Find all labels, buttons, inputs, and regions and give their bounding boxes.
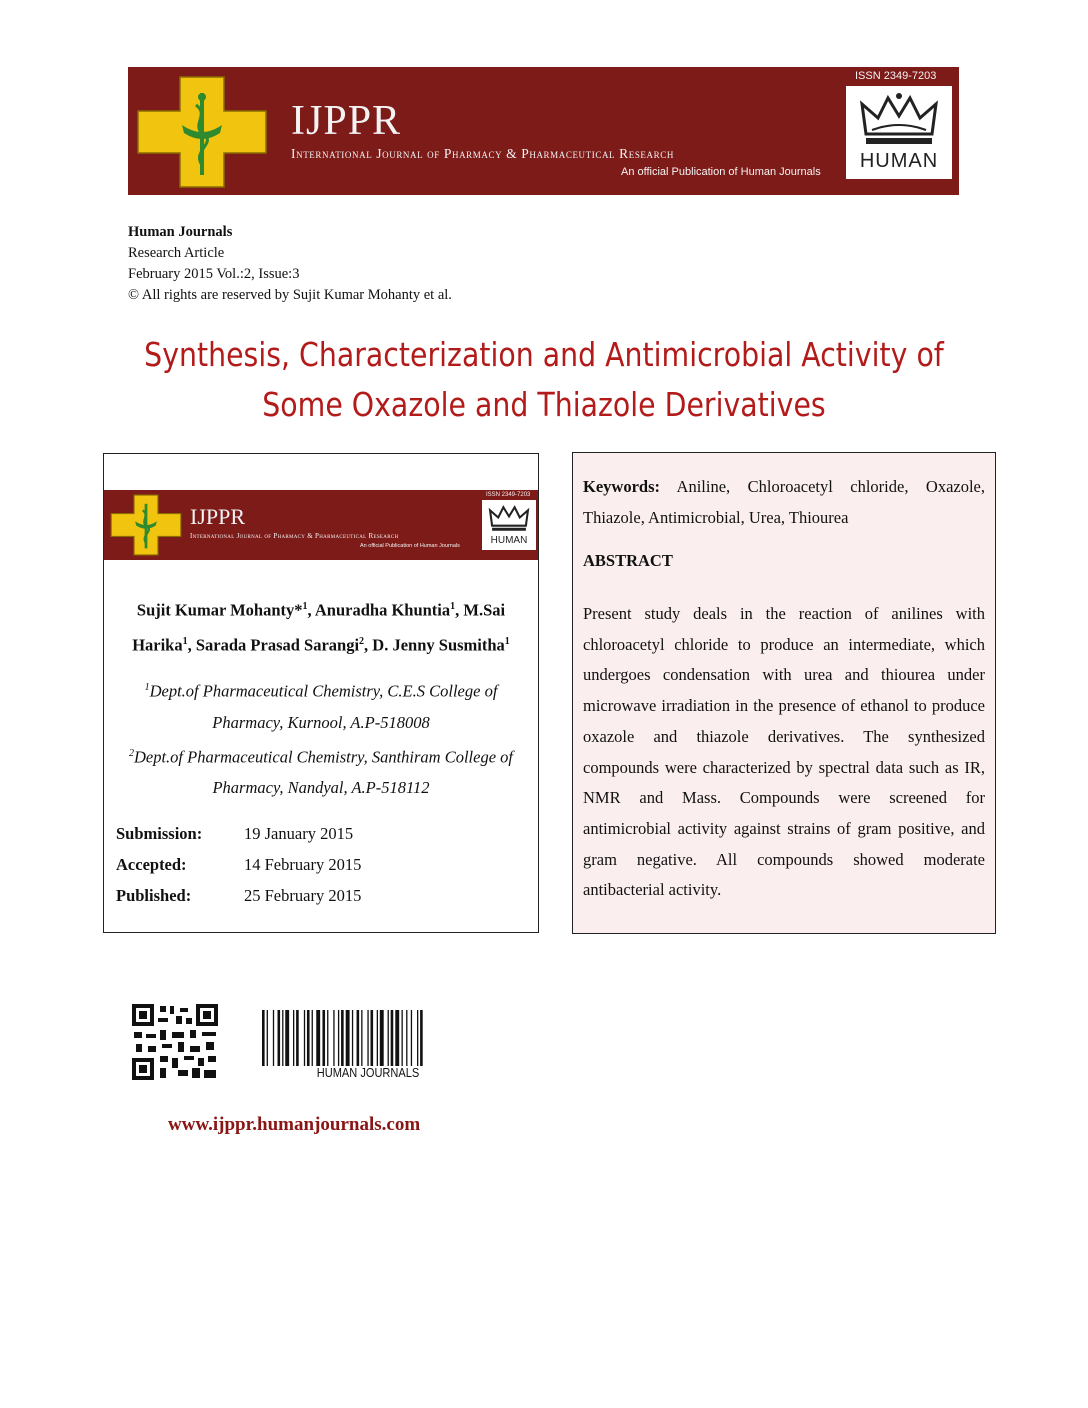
article-title: [128, 330, 960, 430]
mini-human-logo-text: HUMAN: [490, 535, 528, 546]
author-name: D. Jenny Susmitha: [372, 635, 505, 654]
rights-notice: © All rights are reserved by Sujit Kumar Mohanty et al.: [128, 287, 452, 303]
human-logo-text: HUMAN: [859, 150, 939, 172]
abstract-text: Present study deals in the reaction of anilines with chloroacetyl chloride to produce an intermediate, which undergoes condensation with urea and thiourea under microwave irradiation in the presence of ethanol to produce oxazole and thiazole derivatives. The synthesized compounds were characterized by spectral data such as IR, NMR and Mass. Compounds were screened for antimicrobial activity against strains of gram positive, and gram negative. All compounds showed moderate antibacterial activity.: [583, 604, 985, 900]
author-list: Sujit Kumar Mohanty*$^1$, Anuradha Khuntia$^1$, M.Sai Harika$^1$, Sarada Prasad Sarangi$^2$, D. Jenny Susmitha$^1$: [132, 600, 510, 654]
author-name: Sarada Prasad Sarangi: [195, 635, 360, 654]
keywords-text: Aniline, Chloroacetyl chloride, Oxazole, Thiazole, Antimicrobial, Urea, Thiourea: [583, 477, 986, 527]
qr-code-icon[interactable]: [132, 1004, 218, 1080]
affiliation-text: Dept.of Pharmaceutical Chemistry, C.E.S College of Pharmacy, Kurnool, A.P-518008: [149, 681, 498, 732]
author-sup: 1: [302, 601, 308, 612]
abstract-heading: ABSTRACT: [583, 551, 673, 570]
affiliation-sup: 2: [128, 747, 134, 759]
author-name: M.Sai Harika: [132, 600, 506, 654]
mini-issn: ISSN 2349-7203: [486, 492, 531, 498]
barcode-icon: [262, 1010, 474, 1066]
article-type: Research Article: [128, 245, 225, 261]
author-sup: 1: [450, 601, 456, 612]
author-name: Sujit Kumar Mohanty*: [136, 600, 303, 620]
date-value: 19 January 2015: [244, 824, 354, 843]
date-row-submission: [116, 818, 361, 849]
author-name: Anuradha Khuntia: [314, 600, 451, 620]
affiliations: [114, 672, 528, 803]
author-info-box: [103, 453, 539, 933]
author-sup: 2: [359, 635, 365, 647]
date-row-accepted: [116, 849, 361, 880]
human-logo: [846, 86, 952, 179]
crown-icon: [858, 90, 940, 148]
date-label: Submission:: [116, 824, 203, 843]
journal-banner: [128, 67, 959, 195]
affiliation-2: [114, 738, 528, 804]
author-sup: 1: [182, 635, 188, 647]
mini-crown-icon: [488, 503, 530, 533]
article-meta: [128, 222, 452, 306]
publication-dates: [116, 818, 361, 911]
keywords-label: Keywords:: [583, 477, 660, 496]
date-value: 14 February 2015: [244, 855, 362, 874]
author-sup: 1: [504, 635, 510, 647]
date-label: Accepted:: [116, 855, 187, 874]
title-line-2: Some Oxazole and Thiazole Derivatives: [262, 385, 826, 424]
journal-website-link[interactable]: www.ijppr.humanjournals.com: [168, 1114, 421, 1135]
abstract-box: [572, 452, 996, 934]
date-label: Published:: [116, 886, 192, 905]
keywords: [583, 471, 985, 533]
pharmacy-cross-logo-icon: [136, 75, 268, 189]
affiliation-text: Dept.of Pharmaceutical Chemistry, Santhiram College of Pharmacy, Nandyal, A.P-518112: [133, 747, 513, 797]
issn: ISSN 2349-7203: [855, 70, 937, 82]
issue-info: February 2015 Vol.:2, Issue:3: [128, 266, 300, 282]
mini-human-logo: [482, 500, 536, 550]
journal-subtitle: International Journal of Pharmacy & Pharmaceutical Research: [291, 146, 674, 161]
affiliation-1: [114, 672, 528, 738]
mini-journal-tagline: An official Publication of Human Journals: [360, 543, 460, 549]
date-row-published: [116, 880, 361, 911]
date-value: 25 February 2015: [244, 886, 362, 905]
barcode-label: HUMAN JOURNALS: [316, 1065, 420, 1080]
title-line-1: Synthesis, Characterization and Antimicrobial Activity of: [144, 335, 944, 374]
publisher: Human Journals: [128, 224, 233, 240]
mini-journal-title: IJPPR: [190, 504, 246, 529]
mini-pharmacy-cross-icon: [110, 494, 182, 556]
journal-tagline: An official Publication of Human Journals: [621, 166, 821, 178]
journal-title: IJPPR: [291, 98, 402, 144]
mini-journal-subtitle: International Journal of Pharmacy & Pharmaceutical Research: [190, 532, 399, 540]
mini-journal-banner: [104, 490, 538, 560]
affiliation-sup: 1: [144, 682, 150, 693]
